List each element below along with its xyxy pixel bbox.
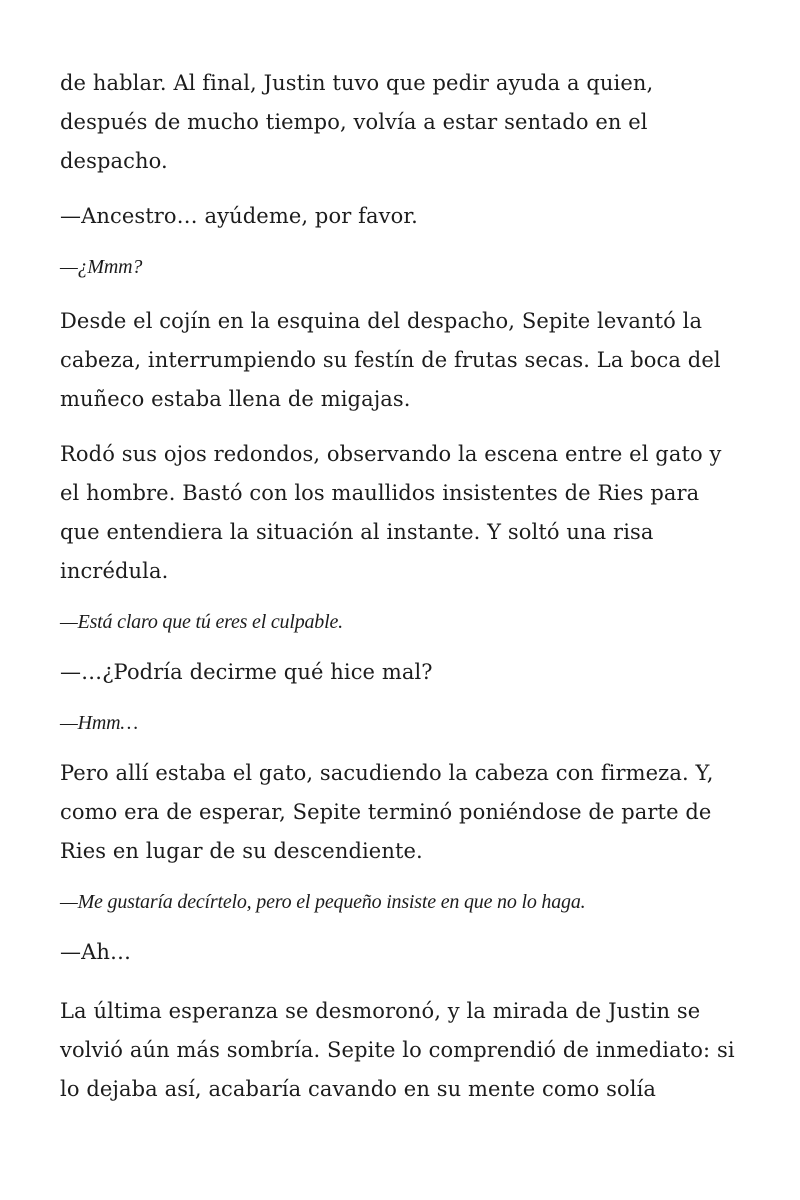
dialogue-line-justin: —Ancestro… ayúdeme, por favor. bbox=[60, 204, 418, 228]
telepathic-line-sepite: —Me gustaría decírtelo, pero el pequeño insiste en que no lo haga. bbox=[60, 891, 586, 913]
telepathic-line-sepite: —Hmm… bbox=[60, 712, 138, 734]
telepathic-line-sepite: —Está claro que tú eres el culpable. bbox=[60, 611, 343, 633]
paragraph-narration: de hablar. Al final, Justin tuvo que pedir ayuda a quien, después de mucho tiempo, volvía a estar sentado en el despacho. bbox=[60, 71, 654, 173]
paragraph-narration: Rodó sus ojos redondos, observando la escena entre el gato y el hombre. Bastó con los maullidos insistentes de Ries para que entendiera la situación al instante. Y soltó una risa incrédula. bbox=[60, 442, 722, 583]
paragraph-narration: Pero allí estaba el gato, sacudiendo la cabeza con firmeza. Y, como era de esperar, Sepite terminó poniéndose de parte de Ries en lugar de su descendiente. bbox=[60, 761, 714, 863]
paragraph-narration: Desde el cojín en la esquina del despacho, Sepite levantó la cabeza, interrumpiendo su festín de frutas secas. La boca del muñeco estaba llena de migajas. bbox=[60, 309, 721, 411]
paragraph-narration: La última esperanza se desmoronó, y la mirada de Justin se volvió aún más sombría. Sepite lo comprendió de inmediato: si lo dejaba así, acabaría cavando en su mente como solía bbox=[60, 999, 735, 1101]
dialogue-line-justin: —Ah… bbox=[60, 940, 132, 964]
telepathic-line-sepite: —¿Mmm? bbox=[60, 256, 143, 278]
dialogue-line-justin: —…¿Podría decirme qué hice mal? bbox=[60, 660, 433, 684]
